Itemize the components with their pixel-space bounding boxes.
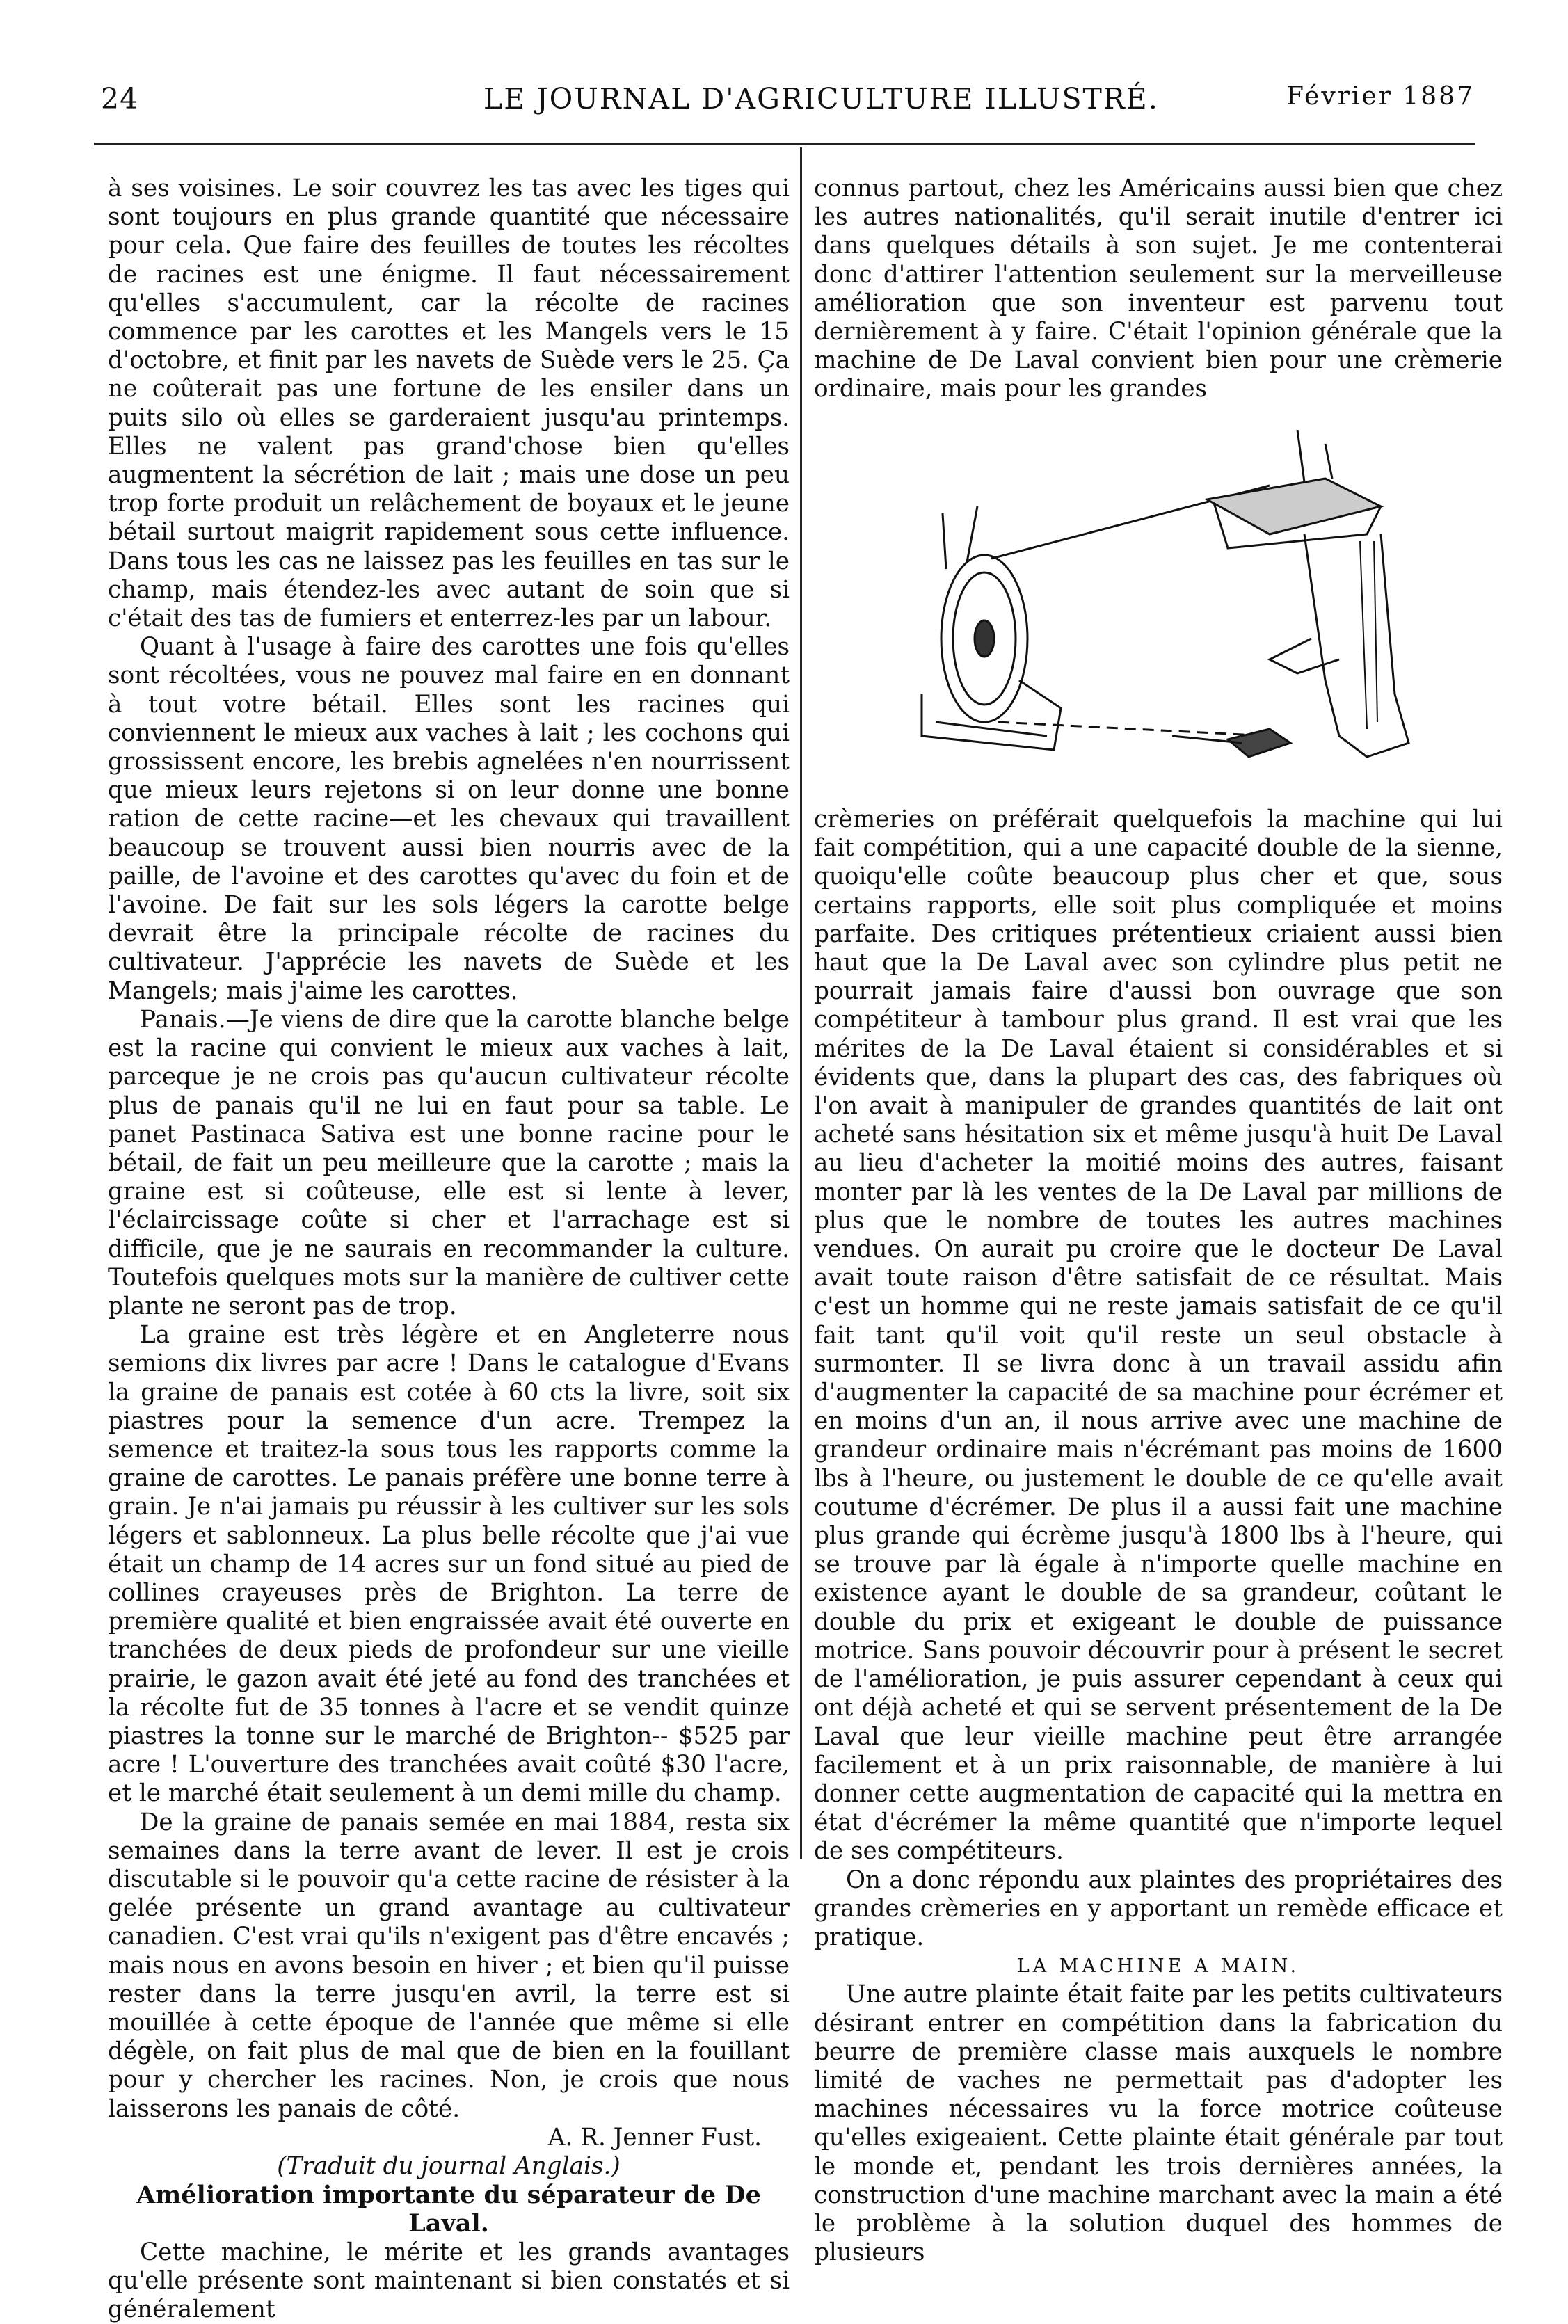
paragraph: Quant à l'usage à faire des carottes une fois qu'elles sont récoltées, vous ne pouvez mal faire en en donnant à tout votre bétail. Elles sont les racines qui conviennent le mieux aux vaches à lait ; les cochons qui grossissent encore, les brebis agnelées n'en nourrissent que mieux leurs rejetons si on leur donne une bonne ration de cette racine—et les chevaux qui travaillent beaucoup se trouvent aussi bien nourris avec de la paille, de l'avoine et des carottes qu'avec du foin et de l'avoine. De fait sur les sols légers la carotte belge devrait être la principale récolte de racines du cultivateur. J'apprécie les navets de Suède et les Mangels; mais j'aime les carottes.	[108, 633, 790, 1005]
page-header	[94, 82, 1475, 124]
journal-title: LE JOURNAL D'AGRICULTURE ILLUSTRÉ.	[483, 82, 1159, 115]
paragraph: à ses voisines. Le soir couvrez les tas avec les tiges qui sont toujours en plus grande quantité que nécessaire pour cela. Que faire des feuilles de toutes les récoltes de racines est une énigme. Il faut nécessairement qu'elles s'accumulent, car la récolte de racines commence par les carottes et les Mangels vers le 15 d'octobre, et finit par les navets de Suède vers le 25. Ça ne coûterait pas une fortune de les ensiler dans un puits silo où elles se garderaient jusqu'au printemps. Elles ne valent pas grand'chose bien qu'elles augmentent la sécrétion de lait ; mais une dose un peu trop forte produit un relâchement de boyaux et le jeune bétail surtout maigrit rapidement sous cette influence. Dans tous les cas ne laissez pas les feuilles en tas sur le champ, mais étendez-les avec autant de soin que si c'était des tas de fumiers et enterrez-les par un labour.	[108, 175, 790, 633]
paragraph: On a donc répondu aux plaintes des propriétaires des grandes crèmeries en y apportant un remède efficace et pratique.	[814, 1866, 1503, 1951]
subsection-title: LA MACHINE A MAIN.	[1016, 1955, 1300, 1978]
left-column	[108, 175, 790, 2324]
translation-note: (Traduit du journal Anglais.)	[277, 2152, 621, 2181]
right-column-top	[814, 175, 1503, 404]
right-column-bottom	[814, 806, 1503, 2267]
paragraph: crèmeries on préférait quelquefois la machine qui lui fait compétition, qui a une capacité double de la sienne, quoiqu'elle coûte beaucoup plus cher et que, sous certains rapports, elle soit plus compliquée et moins parfaite. Des critiques prétentieux criaient aussi bien haut que la De Laval avec son cylindre plus petit ne pourrait jamais faire d'aussi bon ouvrage que son compétiteur à tambour plus grand. Il est vrai que les mérites de la De Laval étaient si considérables et si évidents que, dans la plupart des cas, des fabriques où l'on avait à manipuler de grandes quantités de lait ont acheté sans hésitation six et même jusqu'à huit De Laval au lieu d'acheter la moitié moins des autres, faisant monter par là les ventes de la De Laval par millions de plus que le nombre de toutes les autres machines vendues. On aurait pu croire que le docteur De Laval avait toute raison d'être satisfait de ce résultat. Mais c'est un homme qui ne reste jamais satisfait de ce qu'il fait tant qu'il voit qu'il reste un seul obstacle à surmonter. Il se livra donc à un travail assidu afin d'augmenter la capacité de sa machine pour écrémer et en moins d'un an, il nous arrive avec une machine de grandeur ordinaire mais n'écrémant pas moins de 1600 lbs à l'heure, ou justement le double de ce qu'elle avait coutume d'écrémer. De plus il a aussi fait une machine plus grande qui écrème jusqu'à 1800 lbs à l'heure, qui se trouve par là égale à n'importe quelle machine en existence ayant le double de sa grandeur, coûtant le double du prix et exigeant le double de puissance motrice. Sans pouvoir découvrir pour à présent le secret de l'amélioration, je puis assurer cependant à ceux qui ont déjà acheté et qui se servent présentement de la De Laval que leur vieille machine peut être arrangée facilement et à un prix raisonnable, de manière à lui donner cette augmentation de capacité qui la mettra en état d'écrémer la même quantité que n'importe lequel de ses compétiteurs.	[814, 806, 1503, 1866]
paragraph: connus partout, chez les Américains aussi bien que chez les autres nationalités, qu'il serait inutile d'entrer ici dans quelques détails à son sujet. Je me contenterai donc d'attirer l'attention seulement sur la merveilleuse amélioration que son inventeur est parvenu tout dernièrement à y faire. C'était l'opinion générale que la machine de De Laval convient bien pour une crèmerie ordinaire, mais pour les grandes	[814, 175, 1503, 403]
paragraph: Panais.—Je viens de dire que la carotte blanche belge est la racine qui convient le mieux aux vaches à lait, parceque je ne crois pas qu'aucun cultivateur récolte plus de panais qu'il ne lui en faut pour sa table. Le panet Pastinaca Sativa est une bonne racine pour le bétail, de fait un peu meilleure que la carotte ; mais la graine est si coûteuse, elle est si lente à lever, l'éclaircissage coûte si cher et l'arrachage est si difficile, que je ne saurais en recommander la culture. Toutefois quelques mots sur la manière de cultiver cette plante ne seront pas de trop.	[108, 1005, 790, 1320]
paragraph: Cette machine, le mérite et les grands avantages qu'elle présente sont maintenant si bien constatés et si généralement	[108, 2238, 790, 2324]
issue-date: Février 1887	[1286, 82, 1475, 111]
column-divider	[800, 147, 802, 1859]
author-signature: A. R. Jenner Fust.	[547, 2123, 762, 2151]
page-number: 24	[101, 82, 139, 115]
paragraph: De la graine de panais semée en mai 1884, resta six semaines dans la terre avant de lever. Il est je crois discutable si le pouvoir qu'a cette racine de résister à la gelée présente un grand avantage au cultivateur canadien. C'est vrai qu'ils n'exigent pas d'être encavés ; mais nous en avons besoin en hiver ; et bien qu'il puisse rester dans la terre jusqu'en avril, la terre est si mouillée à cette époque de l'année que même si elle dégèle, on fait plus de mal que de bien en la fouillant pour y chercher les racines. Non, je crois que nous laisserons les panais de côté.	[108, 1808, 790, 2123]
paragraph: Une autre plainte était faite par les petits cultivateurs désirant entrer en compétition dans la fabrication du beurre de première classe mais auxquels le nombre limité de vaches ne permettait pas d'adopter les machines nécessaires vu la force motrice coûteuse qu'elles exigeaient. Cette plainte était générale par tout le monde et, pendant les trois dernières années, la construction d'une machine marchant avec la main a été le problème à la solution duquel des hommes de plusieurs	[814, 1980, 1503, 2267]
header-rule	[94, 143, 1475, 145]
section-title: Amélioration importante du séparateur de De Laval.	[136, 2181, 761, 2238]
separator-machine-engraving-icon	[880, 430, 1492, 792]
paragraph: La graine est très légère et en Angleterre nous semions dix livres par acre ! Dans le catalogue d'Evans la graine de panais est cotée à 60 cts la livre, soit six piastres pour la semence d'un acre. Trempez la semence et traitez-la sous tous les rapports comme la graine de carottes. Le panais préfère une bonne terre à grain. Je n'ai jamais pu réussir à les cultiver sur les sols légers et sablonneux. La plus belle récolte que j'ai vue était un champ de 14 acres sur un fond situé au pied de collines crayeuses près de Brighton. La terre de première qualité et bien engraissée avait été ouverte en tranchées de deux pieds de profondeur sur une vieille prairie, le gazon avait été jeté au fond des tranchées et la récolte fut de 35 tonnes à l'acre et se vendit quinze piastres la tonne sur le marché de Brighton-- $525 par acre ! L'ouverture des tranchées avait coûté $30 l'acre, et le marché était seulement à un demi mille du champ.	[108, 1321, 790, 1808]
